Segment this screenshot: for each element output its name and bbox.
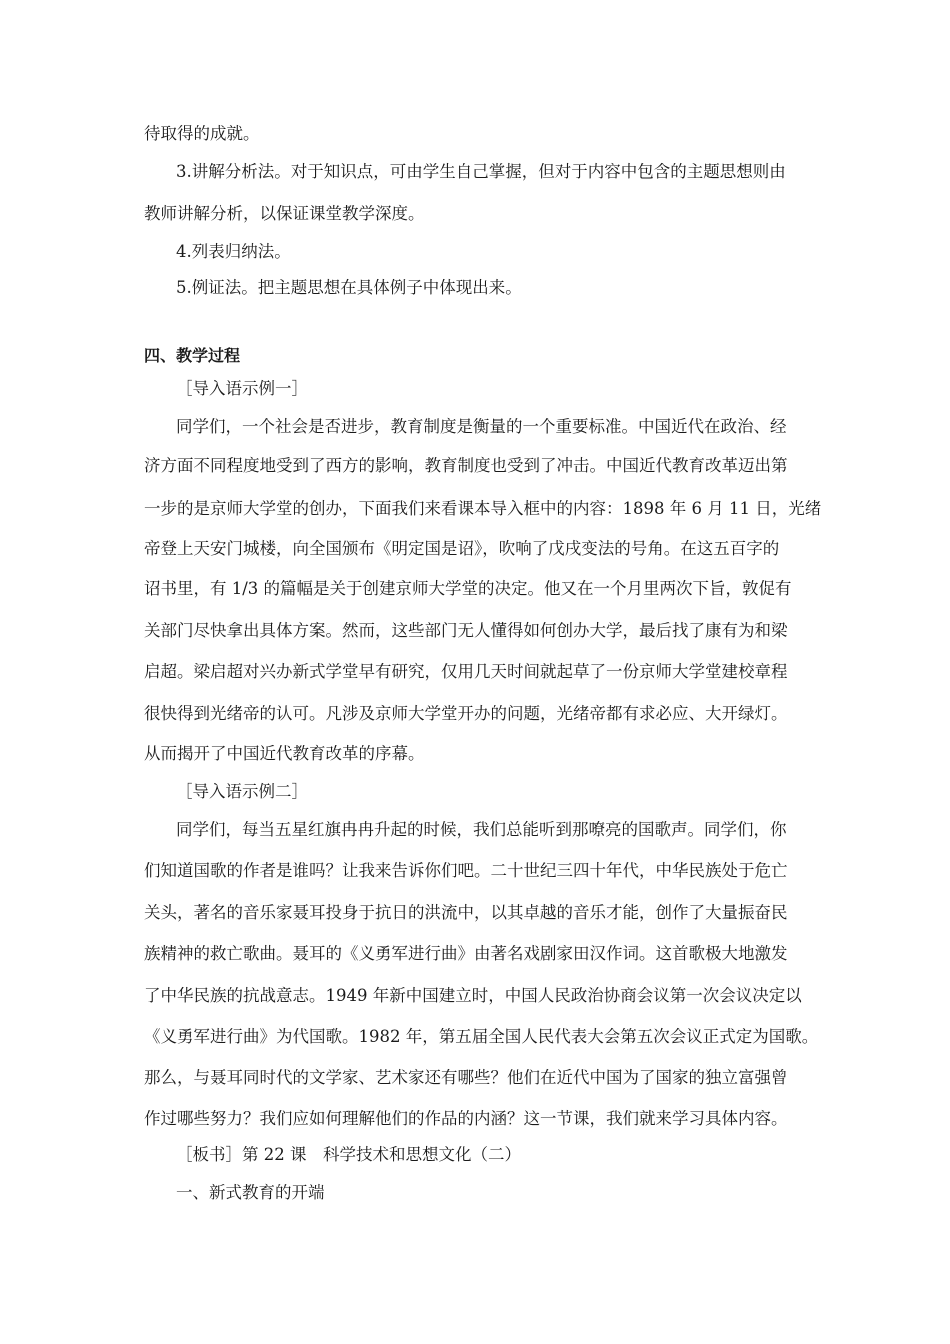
subheading: ［导入语示例一］ (176, 379, 308, 398)
paragraph-line: 关部门尽快拿出具体方案。然而，这些部门无人懂得如何创办大学，最后找了康有为和梁 (144, 621, 788, 640)
paragraph-line: 待取得的成就。 (144, 124, 260, 143)
section-heading: 四、教学过程 (144, 346, 241, 365)
paragraph-line: 很快得到光绪帝的认可。凡涉及京师大学堂开办的问题，光绪帝都有求必应、大开绿灯。 (144, 704, 788, 723)
paragraph-line: 4.列表归纳法。 (176, 242, 291, 261)
paragraph-line: 同学们，一个社会是否进步，教育制度是衡量的一个重要标准。中国近代在政治、经 (176, 417, 787, 436)
paragraph-line: 帝登上天安门城楼，向全国颁布《明定国是诏》，吹响了戊戌变法的号角。在这五百字的 (144, 539, 780, 558)
paragraph-line: 济方面不同程度地受到了西方的影响，教育制度也受到了冲击。中国近代教育改革迈出第 (144, 456, 788, 475)
paragraph-line: 关头，著名的音乐家聂耳投身于抗日的洪流中，以其卓越的音乐才能，创作了大量振奋民 (144, 903, 788, 922)
paragraph-line: 作过哪些努力？我们应如何理解他们的作品的内涵？这一节课，我们就来学习具体内容。 (144, 1109, 788, 1128)
paragraph-line: 3.讲解分析法。对于知识点，可由学生自己掌握，但对于内容中包含的主题思想则由 (176, 162, 786, 181)
paragraph-line: 了中华民族的抗战意志。1949 年新中国建立时，中国人民政治协商会议第一次会议决定以 (144, 986, 802, 1005)
paragraph-line: 同学们，每当五星红旗冉冉升起的时候，我们总能听到那嘹亮的国歌声。同学们，你 (176, 820, 787, 839)
paragraph-line: 从而揭开了中国近代教育改革的序幕。 (144, 744, 425, 763)
paragraph-line: 诏书里，有 1/3 的篇幅是关于创建京师大学堂的决定。他又在一个月里两次下旨，敦促有 (144, 579, 792, 598)
paragraph-line: 们知道国歌的作者是谁吗？让我来告诉你们吧。二十世纪三四十年代，中华民族处于危亡 (144, 861, 788, 880)
paragraph-line: 教师讲解分析，以保证课堂教学深度。 (144, 204, 425, 223)
paragraph-line: 《义勇军进行曲》为代国歌。1982 年，第五届全国人民代表大会第五次会议正式定为国歌。 (144, 1027, 819, 1046)
paragraph-line: 5.例证法。把主题思想在具体例子中体现出来。 (176, 278, 522, 297)
paragraph-line: 族精神的救亡歌曲。聂耳的《义勇军进行曲》由著名戏剧家田汉作词。这首歌极大地激发 (144, 944, 788, 963)
blackboard-title: ［板书］第 22 课 科学技术和思想文化（二） (176, 1145, 521, 1164)
outline-item: 一、新式教育的开端 (176, 1183, 325, 1202)
subheading: ［导入语示例二］ (176, 782, 308, 801)
paragraph-line: 一步的是京师大学堂的创办，下面我们来看课本导入框中的内容：1898 年 6 月 11 日，光绪 (144, 499, 822, 518)
paragraph-line: 那么，与聂耳同时代的文学家、艺术家还有哪些？他们在近代中国为了国家的独立富强曾 (144, 1068, 788, 1087)
paragraph-line: 启超。梁启超对兴办新式学堂早有研究，仅用几天时间就起草了一份京师大学堂建校章程 (144, 662, 788, 681)
